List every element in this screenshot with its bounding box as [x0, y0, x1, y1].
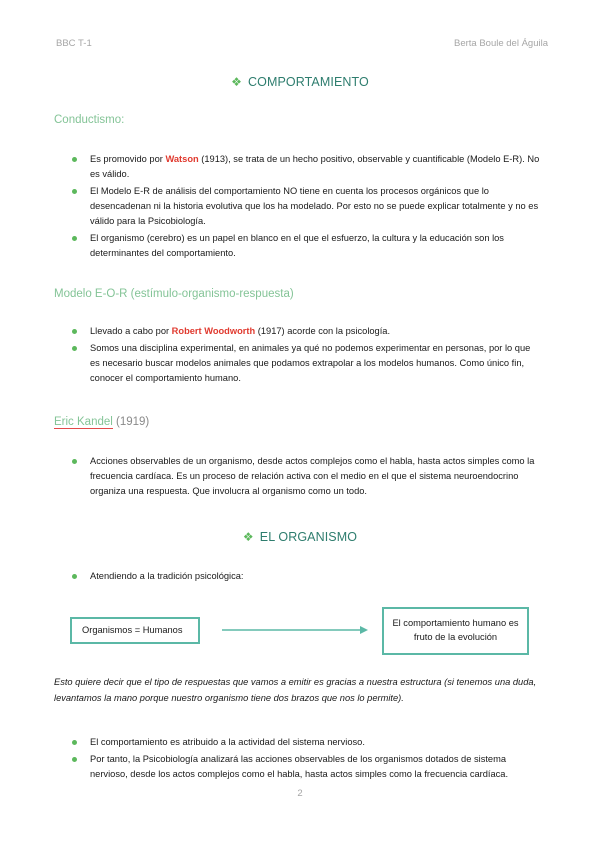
list-item: Llevado a cabo por Robert Woodworth (1917) acorde con la psicología.: [72, 324, 542, 339]
header-left: BBC T-1: [56, 38, 92, 49]
section-title-el-organismo: ❖ EL ORGANISMO: [242, 530, 358, 544]
list-item: Por tanto, la Psicobiología analizará las acciones observables de los organismos dotados de sistema nervioso, desde los actos complejos como el habla, hasta actos simples como la frecuencia cardíaca.: [72, 752, 542, 782]
list-item: Acciones observables de un organismo, desde actos complejos como el habla, hasta actos simples como la frecuencia cardíaca. Es un proceso de relación activa con el medio en el que el sistema neuroendocrino organiza una respuesta. Que involucra al organismo como un todo.: [72, 454, 542, 499]
italic-note: Esto quiere decir que el tipo de respuestas que vamos a emitir es gracias a nuestra estructura (si tenemos una duda, levantamos la mano porque nuestro organismo tiene dos brazos que nos lo permite).: [54, 677, 537, 703]
diagram-box-organismos: Organismos = Humanos: [70, 617, 200, 644]
author-name: Watson: [165, 154, 199, 164]
heading-eric-kandel: Eric Kandel (1919): [54, 416, 150, 428]
diagram-box-comportamiento: El comportamiento humano es fruto de la evolución: [382, 607, 529, 655]
heading-modelo-eor: Modelo E-O-R (estímulo-organismo-respuesta): [54, 288, 294, 300]
diamond-bullet-icon: ❖: [242, 530, 254, 544]
list-item: Es promovido por Watson (1913), se trata de un hecho positivo, observable y cuantificable (Modelo E-R). No es válido.: [72, 152, 542, 182]
kandel-name: Eric Kandel: [54, 416, 113, 428]
eor-list: [72, 324, 542, 388]
kandel-list: [72, 454, 542, 501]
diagram-arrow-icon: [222, 624, 368, 636]
organismo-list: [72, 735, 542, 784]
bullet-icon: [72, 574, 77, 579]
heading-conductismo: Conductismo:: [54, 114, 125, 126]
section-title-comportamiento: ❖ COMPORTAMIENTO: [231, 75, 369, 89]
page-number: 2: [297, 788, 303, 799]
list-item: Somos una disciplina experimental, en animales ya qué no podemos experimentar en personas, por lo que es necesario buscar modelos animales que podamos extrapolar a los modelos humanos. Como único fin, conocer el comportamiento humano.: [72, 341, 542, 386]
bullet-icon: [72, 329, 77, 334]
list-item: El organismo (cerebro) es un papel en blanco en el que el esfuerzo, la cultura y la educación son los determinantes del comportamiento.: [72, 231, 542, 261]
author-name: Robert Woodworth: [171, 326, 256, 336]
bullet-icon: [72, 236, 77, 241]
bullet-icon: [72, 757, 77, 762]
bullet-icon: [72, 459, 77, 464]
bullet-icon: [72, 740, 77, 745]
bullet-icon: [72, 157, 77, 162]
diamond-bullet-icon: ❖: [231, 75, 242, 89]
bullet-icon: [72, 189, 77, 194]
organismo-intro-list: [72, 569, 542, 586]
list-item: Atendiendo a la tradición psicológica:: [72, 569, 542, 584]
bullet-icon: [72, 346, 77, 351]
list-item: El Modelo E-R de análisis del comportamiento NO tiene en cuenta los procesos orgánicos que lo desencadenan ni la historia evolutiva que los ha modelado. Por esto no se puede explicar totalmente y no es válido para la Psicobiología.: [72, 184, 542, 229]
conductismo-list: [72, 152, 542, 263]
header-right: Berta Boule del Águila: [453, 38, 548, 49]
list-item: El comportamiento es atribuido a la actividad del sistema nervioso.: [72, 735, 542, 750]
